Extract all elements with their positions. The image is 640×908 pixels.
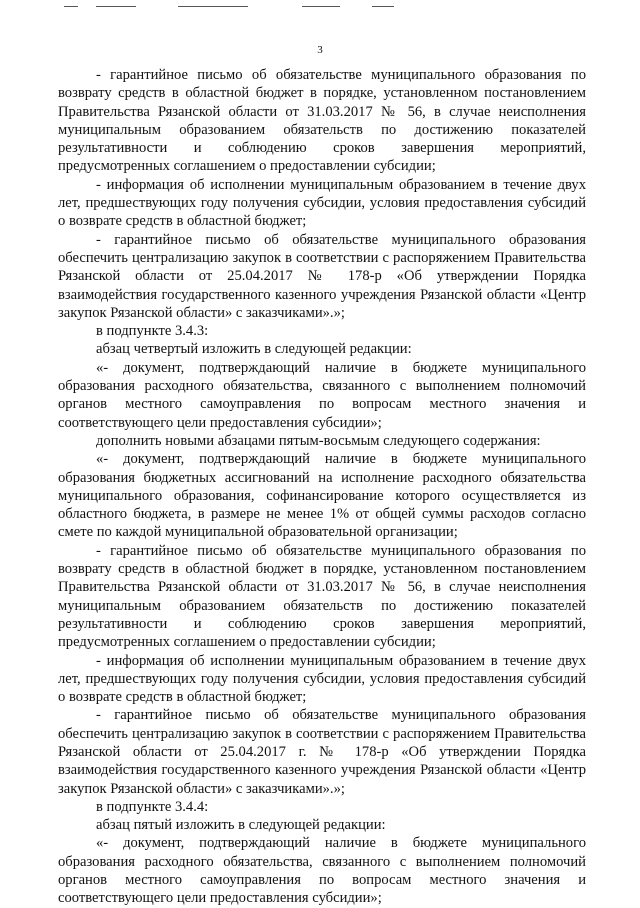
paragraph: «- документ, подтверждающий наличие в бюджете муниципального образования расходного обязательства, связанного с выполнением полномочий органов местного самоуправления по вопросам местного значения и соответствующего цели предоставления субсидии»; — [58, 359, 586, 431]
paragraph: - информация об исполнении муниципальным образованием в течение двух лет, предшествующих году получения субсидии, условия предоставления субсидий о возврате средств в областной бюджет; — [58, 176, 586, 230]
scan-mark — [96, 6, 136, 7]
paragraph: - гарантийное письмо об обязательстве муниципального образования по возврату средств в областной бюджет в порядке, установленном постановлением Правительства Рязанской области от 31.03.2017 № 56, в случае неисполнения муниципальным образованием обязательств по достижению показателей результативности и соблюдению сроков завершения мероприятий, предусмотренных соглашением о предоставлении субсидии; — [58, 542, 586, 651]
paragraph: - гарантийное письмо об обязательстве муниципального образования обеспечить централизацию закупок в соответствии с распоряжением Правительства Рязанской области от 25.04.2017 № 178-р «Об утверждении Порядка взаимодействия государственного казенного учреждения Рязанской области «Центр закупок Рязанской области» с заказчиками».»; — [58, 231, 586, 321]
page-number: 3 — [317, 44, 323, 56]
paragraph: в подпункте 3.4.3: — [96, 323, 209, 340]
document-body — [58, 66, 586, 908]
scan-mark — [302, 6, 340, 7]
paragraph: «- документ, подтверждающий наличие в бюджете муниципального образования бюджетных ассигнований на исполнение расходного обязательства муниципального образования, софинансирование которого осуществляется из областного бюджета, в размере не менее 1% от общей суммы расходов согласно смете по каждой муниципальной образовательной организации; — [58, 451, 586, 541]
scan-mark — [178, 6, 248, 7]
scan-mark — [372, 6, 394, 7]
paragraph: в подпункте 3.4.4: — [96, 798, 209, 815]
paragraph: - гарантийное письмо об обязательстве муниципального образования по возврату средств в областной бюджет в порядке, установленном постановлением Правительства Рязанской области от 31.03.2017 № 56, в случае неисполнения муниципальным образованием обязательств по достижению показателей результативности и соблюдению сроков завершения мероприятий, предусмотренных соглашением о предоставлении субсидии; — [58, 67, 586, 175]
paragraph: «- документ, подтверждающий наличие в бюджете муниципального образования расходного обязательства, связанного с выполнением полномочий органов местного самоуправления по вопросам местного значения и соответствующего цели предоставления субсидии»; — [58, 835, 586, 907]
paragraph: абзац четвертый изложить в следующей редакции: — [96, 341, 412, 358]
paragraph: абзац пятый изложить в следующей редакции: — [96, 817, 386, 834]
paragraph: дополнить новыми абзацами пятым-восьмым следующего содержания: — [96, 432, 541, 449]
paragraph: - информация об исполнении муниципальным образованием в течение двух лет, предшествующих году получения субсидии, условия предоставления субсидий о возврате средств в областной бюджет; — [58, 652, 586, 706]
scan-mark — [64, 6, 78, 7]
scan-artifact-lines — [0, 4, 640, 10]
paragraph: - гарантийное письмо об обязательстве муниципального образования обеспечить централизацию закупок в соответствии с распоряжением Правительства Рязанской области от 25.04.2017 г. № 178-р «Об утверждении Порядка взаимодействия государственного казенного учреждения Рязанской области «Центр закупок Рязанской области» с заказчиками».»; — [58, 707, 586, 797]
